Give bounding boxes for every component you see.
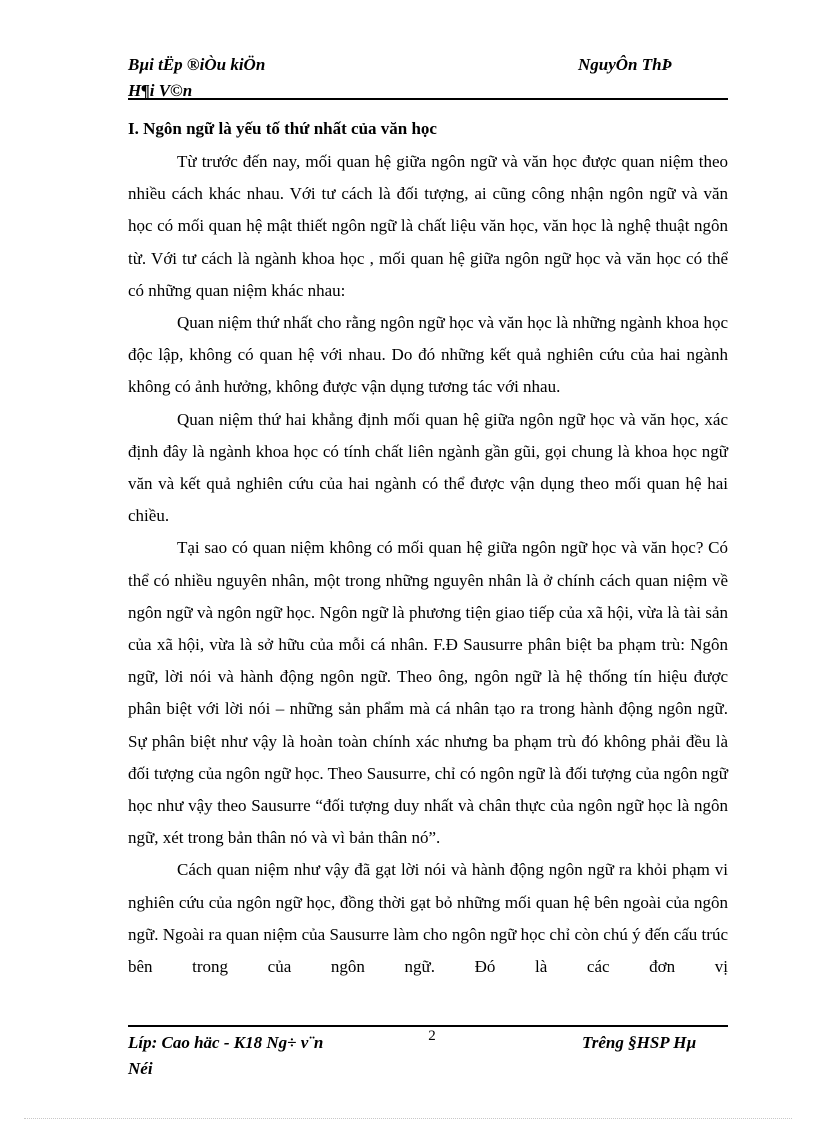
header-author-line2: H¶i V©n — [128, 81, 193, 100]
footer-class-line1: Líp: Cao häc - K18 Ng÷ v¨n — [128, 1033, 324, 1052]
paragraph-4: Tại sao có quan niệm không có mối quan hệ giữa ngôn ngữ học và văn học? Có thể có nhiều nguyên nhân, một trong những nguyên nhân là ở chính cách quan niệm về ngôn ngữ và ngôn ngữ học. Ngôn ngữ là phương tiện giao tiếp của xã hội, vừa là tài sản của xã hội, vừa là sở hữu của mỗi cá nhân. F.Đ Sausurre phân biệt ba phạm trù: Ngôn ngữ, lời nói và hành động ngôn ngữ. Theo ông, ngôn ngữ là hệ thống tín hiệu được phân biệt với lời nói – những sản phẩm mà cá nhân tạo ra trong hành động ngôn ngữ. Sự phân biệt như vậy là hoàn toàn chính xác nhưng ba phạm trù đó không phải đều là đối tượng của ngôn ngữ học. Theo Sausurre, chỉ có ngôn ngữ là đối tượng của ngôn ngữ học như vậy theo Sausurre “đối tượng duy nhất và chân thực của ngôn ngữ học là ngôn ngữ, xét trong bản thân nó và vì bản thân nó”. — [128, 538, 728, 848]
paragraph-2: Quan niệm thứ nhất cho rằng ngôn ngữ học và văn học là những ngành khoa học độc lập, không có quan hệ với nhau. Do đó những kết quả nghiên cứu của hai ngành không có ảnh hưởng, không được vận dụng tương tác với nhau. — [128, 313, 728, 397]
header-right: NguyÔn ThÞ — [578, 55, 672, 74]
footer-right: Trêng §HSP Hµ — [582, 1033, 697, 1052]
header-author-line1: Bµi tËp ®iÒu kiÖn — [128, 55, 266, 74]
page-bottom-dotted-line — [24, 1118, 792, 1119]
paragraph-3: Quan niệm thứ hai khẳng định mối quan hệ giữa ngôn ngữ học và văn học, xác định đây là ngành khoa học có tính chất liên ngành gần gũi, gọi chung là khoa học ngữ văn và kết quả nghiên cứu của hai ngành có thể được vận dụng theo mối quan hệ hai chiều. — [128, 409, 728, 526]
section-heading: I. Ngôn ngữ là yếu tố thứ nhất của văn học — [128, 119, 437, 138]
page-number: 2 — [428, 1028, 436, 1044]
footer-left — [128, 1030, 428, 1082]
paragraph-1: Từ trước đến nay, mối quan hệ giữa ngôn ngữ và văn học được quan niệm theo nhiều cách khác nhau. Với tư cách là đối tượng, ai cũng công nhận ngôn ngữ và văn học có mối quan hệ mật thiết ngôn ngữ là chất liệu văn học, văn học là nghệ thuật ngôn từ. Với tư cách là ngành khoa học , mối quan hệ giữa ngôn ngữ học và văn học có thể có những quan niệm khác nhau: — [128, 152, 728, 300]
header-left — [128, 52, 428, 104]
paragraph-5: Cách quan niệm như vậy đã gạt lời nói và hành động ngôn ngữ ra khỏi phạm vi nghiên cứu của ngôn ngữ học, đồng thời gạt bỏ những mối quan hệ bên ngoài của ngôn ngữ. Ngoài ra quan niệm của Sausurre làm cho ngôn ngữ học chỉ còn chú ý đến cấu trúc bên trong của ngôn ngữ. Đó là các đơn vị — [128, 860, 728, 977]
footer-class-line2: Néi — [128, 1059, 153, 1078]
header-divider — [128, 98, 728, 100]
body-text — [128, 146, 728, 983]
